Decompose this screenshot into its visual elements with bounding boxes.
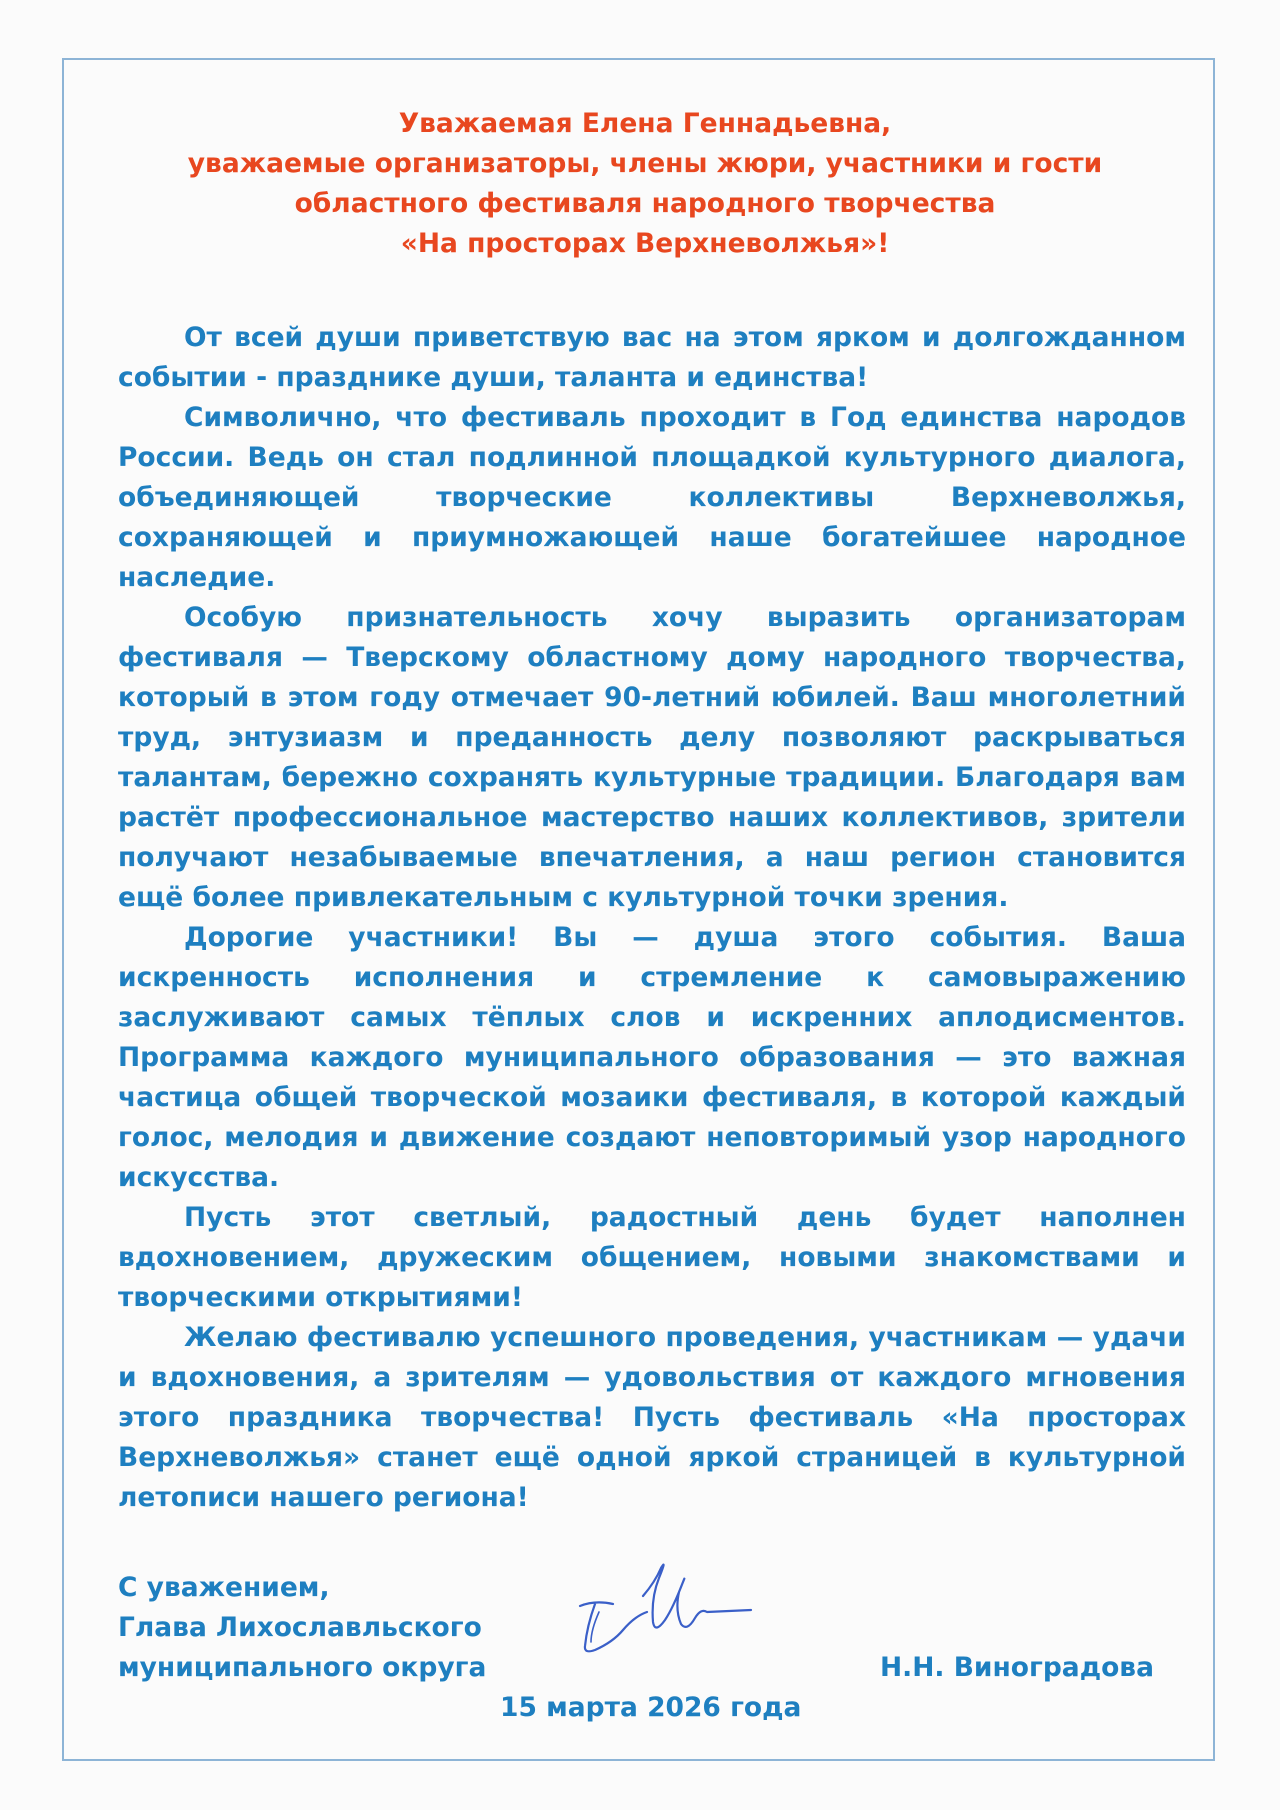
closing-line: муниципального округа bbox=[118, 1652, 487, 1683]
paragraph: Желаю фестивалю успешного проведения, участникам — удачи и вдохновения, а зрителям — удовольствия от каждого мгновения этого праздника творчества! Пусть фестиваль «На просторах Верхневолжья» станет ещё одной яркой страницей в культурной летописи нашего региона! bbox=[118, 1322, 1186, 1513]
paragraph: Особую признательность хочу выразить организаторам фестиваля — Тверскому областному дому народного творчества, который в этом году отмечает 90-летний юбилей. Ваш многолетний труд, энтузиазм и преданность делу позволяют раскрываться талантам, бережно сохранять культурные традиции. Благодаря вам растёт профессиональное мастерство наших коллективов, зрители получают незабываемые впечатления, а наш регион становится ещё более привлекательным с культурной точки зрения. bbox=[118, 602, 1186, 913]
paragraph: Дорогие участники! Вы — душа этого события. Ваша искренность исполнения и стремление к самовыражению заслуживают самых тёплых слов и искренних аплодисментов. Программа каждого муниципального образования — это важная частица общей творческой мозаики фестиваля, в которой каждый голос, мелодия и движение создают неповторимый узор народного искусства. bbox=[118, 922, 1186, 1193]
greeting-line: областного фестиваля народного творчества bbox=[294, 188, 996, 219]
closing-line: С уважением, bbox=[118, 1572, 330, 1603]
paragraph: Символично, что фестиваль проходит в Год единства народов России. Ведь он стал подлинной площадкой культурного диалога, объединяющей творческие коллективы Верхневолжья, сохраняющей и приумножающей наше богатейшее народное наследие. bbox=[118, 402, 1186, 593]
greeting-line: Уважаемая Елена Геннадьевна, bbox=[398, 108, 892, 139]
signature-image bbox=[555, 1538, 755, 1658]
greeting-line: уважаемые организаторы, члены жюри, участники и гости bbox=[187, 148, 1103, 179]
greeting bbox=[120, 104, 1170, 264]
signatory-name: Н.Н. Виноградова bbox=[880, 1652, 1154, 1683]
letter-date: 15 марта 2026 года bbox=[500, 1692, 802, 1723]
paragraph: От всей души приветствую вас на этом ярком и долгожданном событии - празднике души, таланта и единства! bbox=[118, 322, 1186, 393]
greeting-line: «На просторах Верхневолжья»! bbox=[400, 228, 890, 259]
letter-body bbox=[118, 318, 1186, 1518]
closing-block bbox=[118, 1568, 486, 1688]
closing-line: Глава Лихославльского bbox=[118, 1612, 482, 1643]
paragraph: Пусть этот светлый, радостный день будет наполнен вдохновением, дружеским общением, новыми знакомствами и творческими открытиями! bbox=[118, 1202, 1186, 1313]
